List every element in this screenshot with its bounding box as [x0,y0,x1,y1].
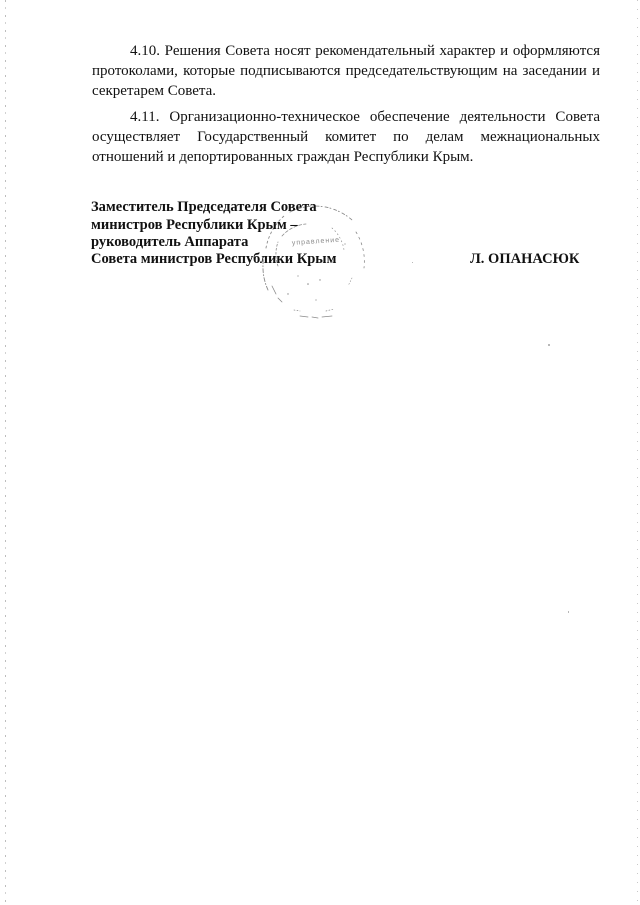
paragraph-4-11: 4.11. Организационно-техническое обеспечение деятельности Совета осуществляет Государственный комитет по делам межнациональных отношений и депортированных граждан Республики Крым. [92,109,600,165]
signatory-name: Л. ОПАНАСЮК [470,251,580,267]
signature-title-line-1: Заместитель Председателя Совета [91,199,317,215]
stamp-text-fragment: управление [291,236,341,247]
signature-title-line-4: Совета министров Республики Крым [91,251,337,267]
scan-speck [548,344,550,346]
scan-edge-left [5,0,6,905]
scan-speck [568,611,569,613]
scan-speck [412,262,413,263]
paragraph-4-10: 4.10. Решения Совета носят рекомендательный характер и оформляются протоколами, которые подписываются председательствующим на заседании и секретарем Совета. [92,43,600,99]
scan-edge-right [637,0,638,905]
signature-title-line-2: министров Республики Крым – [91,217,298,233]
signature-title-line-3: руководитель Аппарата [91,234,249,250]
